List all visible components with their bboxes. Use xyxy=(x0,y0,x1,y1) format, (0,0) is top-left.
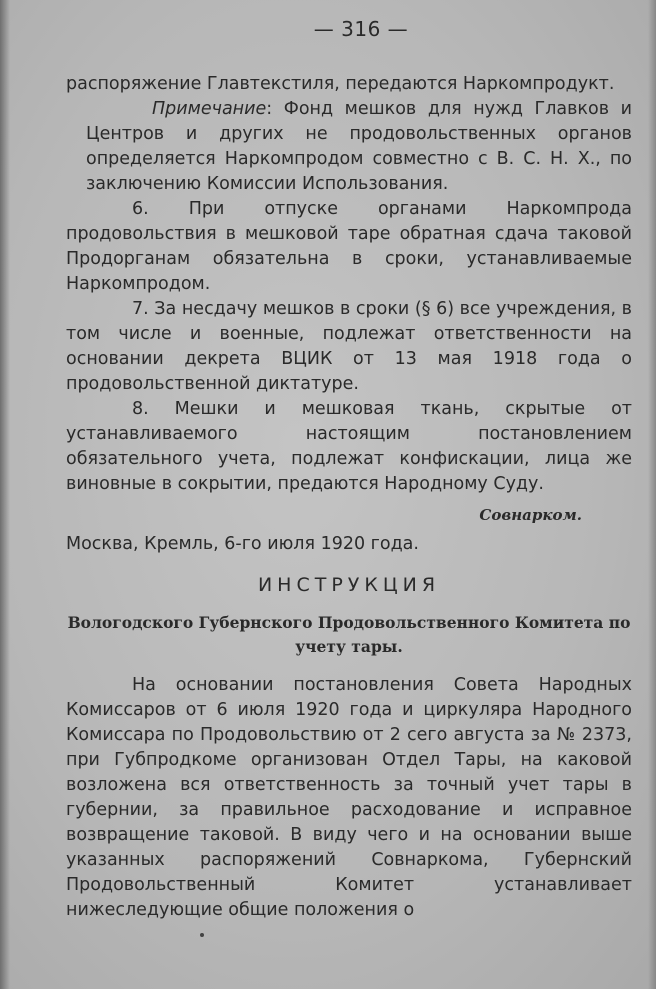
note-label: Примечание xyxy=(152,99,267,119)
signature: Совнарком. xyxy=(479,506,582,524)
section-heading: ИНСТРУКЦИЯ xyxy=(257,574,441,596)
page-number: — 316 — xyxy=(313,17,409,41)
place-date: Москва, Кремль, 6-го июля 1920 года. xyxy=(66,534,419,554)
page-edge-left xyxy=(0,0,10,989)
paragraph-continuation: распоряжение Главтекстиля, передаются Наркомпродукт. xyxy=(66,74,615,94)
page-edge-right xyxy=(648,0,656,989)
paragraph-item-7: 7. За несдачу мешков в сроки (§ 6) все учреждения, в том числе и военные, подлежат ответственности на основании декрета ВЦИК от 13 мая 1918 года о продовольственной диктатуре. xyxy=(66,299,632,394)
body-text xyxy=(66,72,632,497)
paragraph-main: На основании постановления Совета Народных Комиссаров от 6 июля 1920 года и циркуляра Народного Комиссара по Продовольствию от 2 сего августа за № 2373, при Губпродкоме организован Отдел Тары, на каковой возложена вся ответственность за точный учет тары в губернии, за правильное расходование и исправное возвращение таковой. В виду чего и на основании выше указанных распоряжений Совнаркома, Губернский Продовольственный Комитет устанавливает нижеследующие общие положения о xyxy=(66,675,632,920)
paragraph-item-6: 6. При отпуске органами Наркомпрода продовольствия в мешковой таре обратная сдача таковой Продорганам обязательна в сроки, устанавливаемые Наркомпродом. xyxy=(66,199,632,294)
main-body-text xyxy=(66,673,632,923)
paragraph-note xyxy=(66,97,632,197)
ink-speck xyxy=(200,933,204,937)
page-content xyxy=(66,14,632,923)
section-subheading: Вологодского Губернского Продовольственного Комитета по учету тары. xyxy=(67,613,631,656)
paragraph-item-8: 8. Мешки и мешковая ткань, скрытые от устанавливаемого настоящим постановлением обязательного учета, подлежат конфискации, лица же виновные в сокрытии, предаются Народному Суду. xyxy=(66,399,632,494)
note-text: : Фонд мешков для нужд Главков и Центров и других не продовольственных органов определяется Наркомпродом совместно с В. С. Н. Х., по заключению Комиссии Использования. xyxy=(86,99,632,194)
